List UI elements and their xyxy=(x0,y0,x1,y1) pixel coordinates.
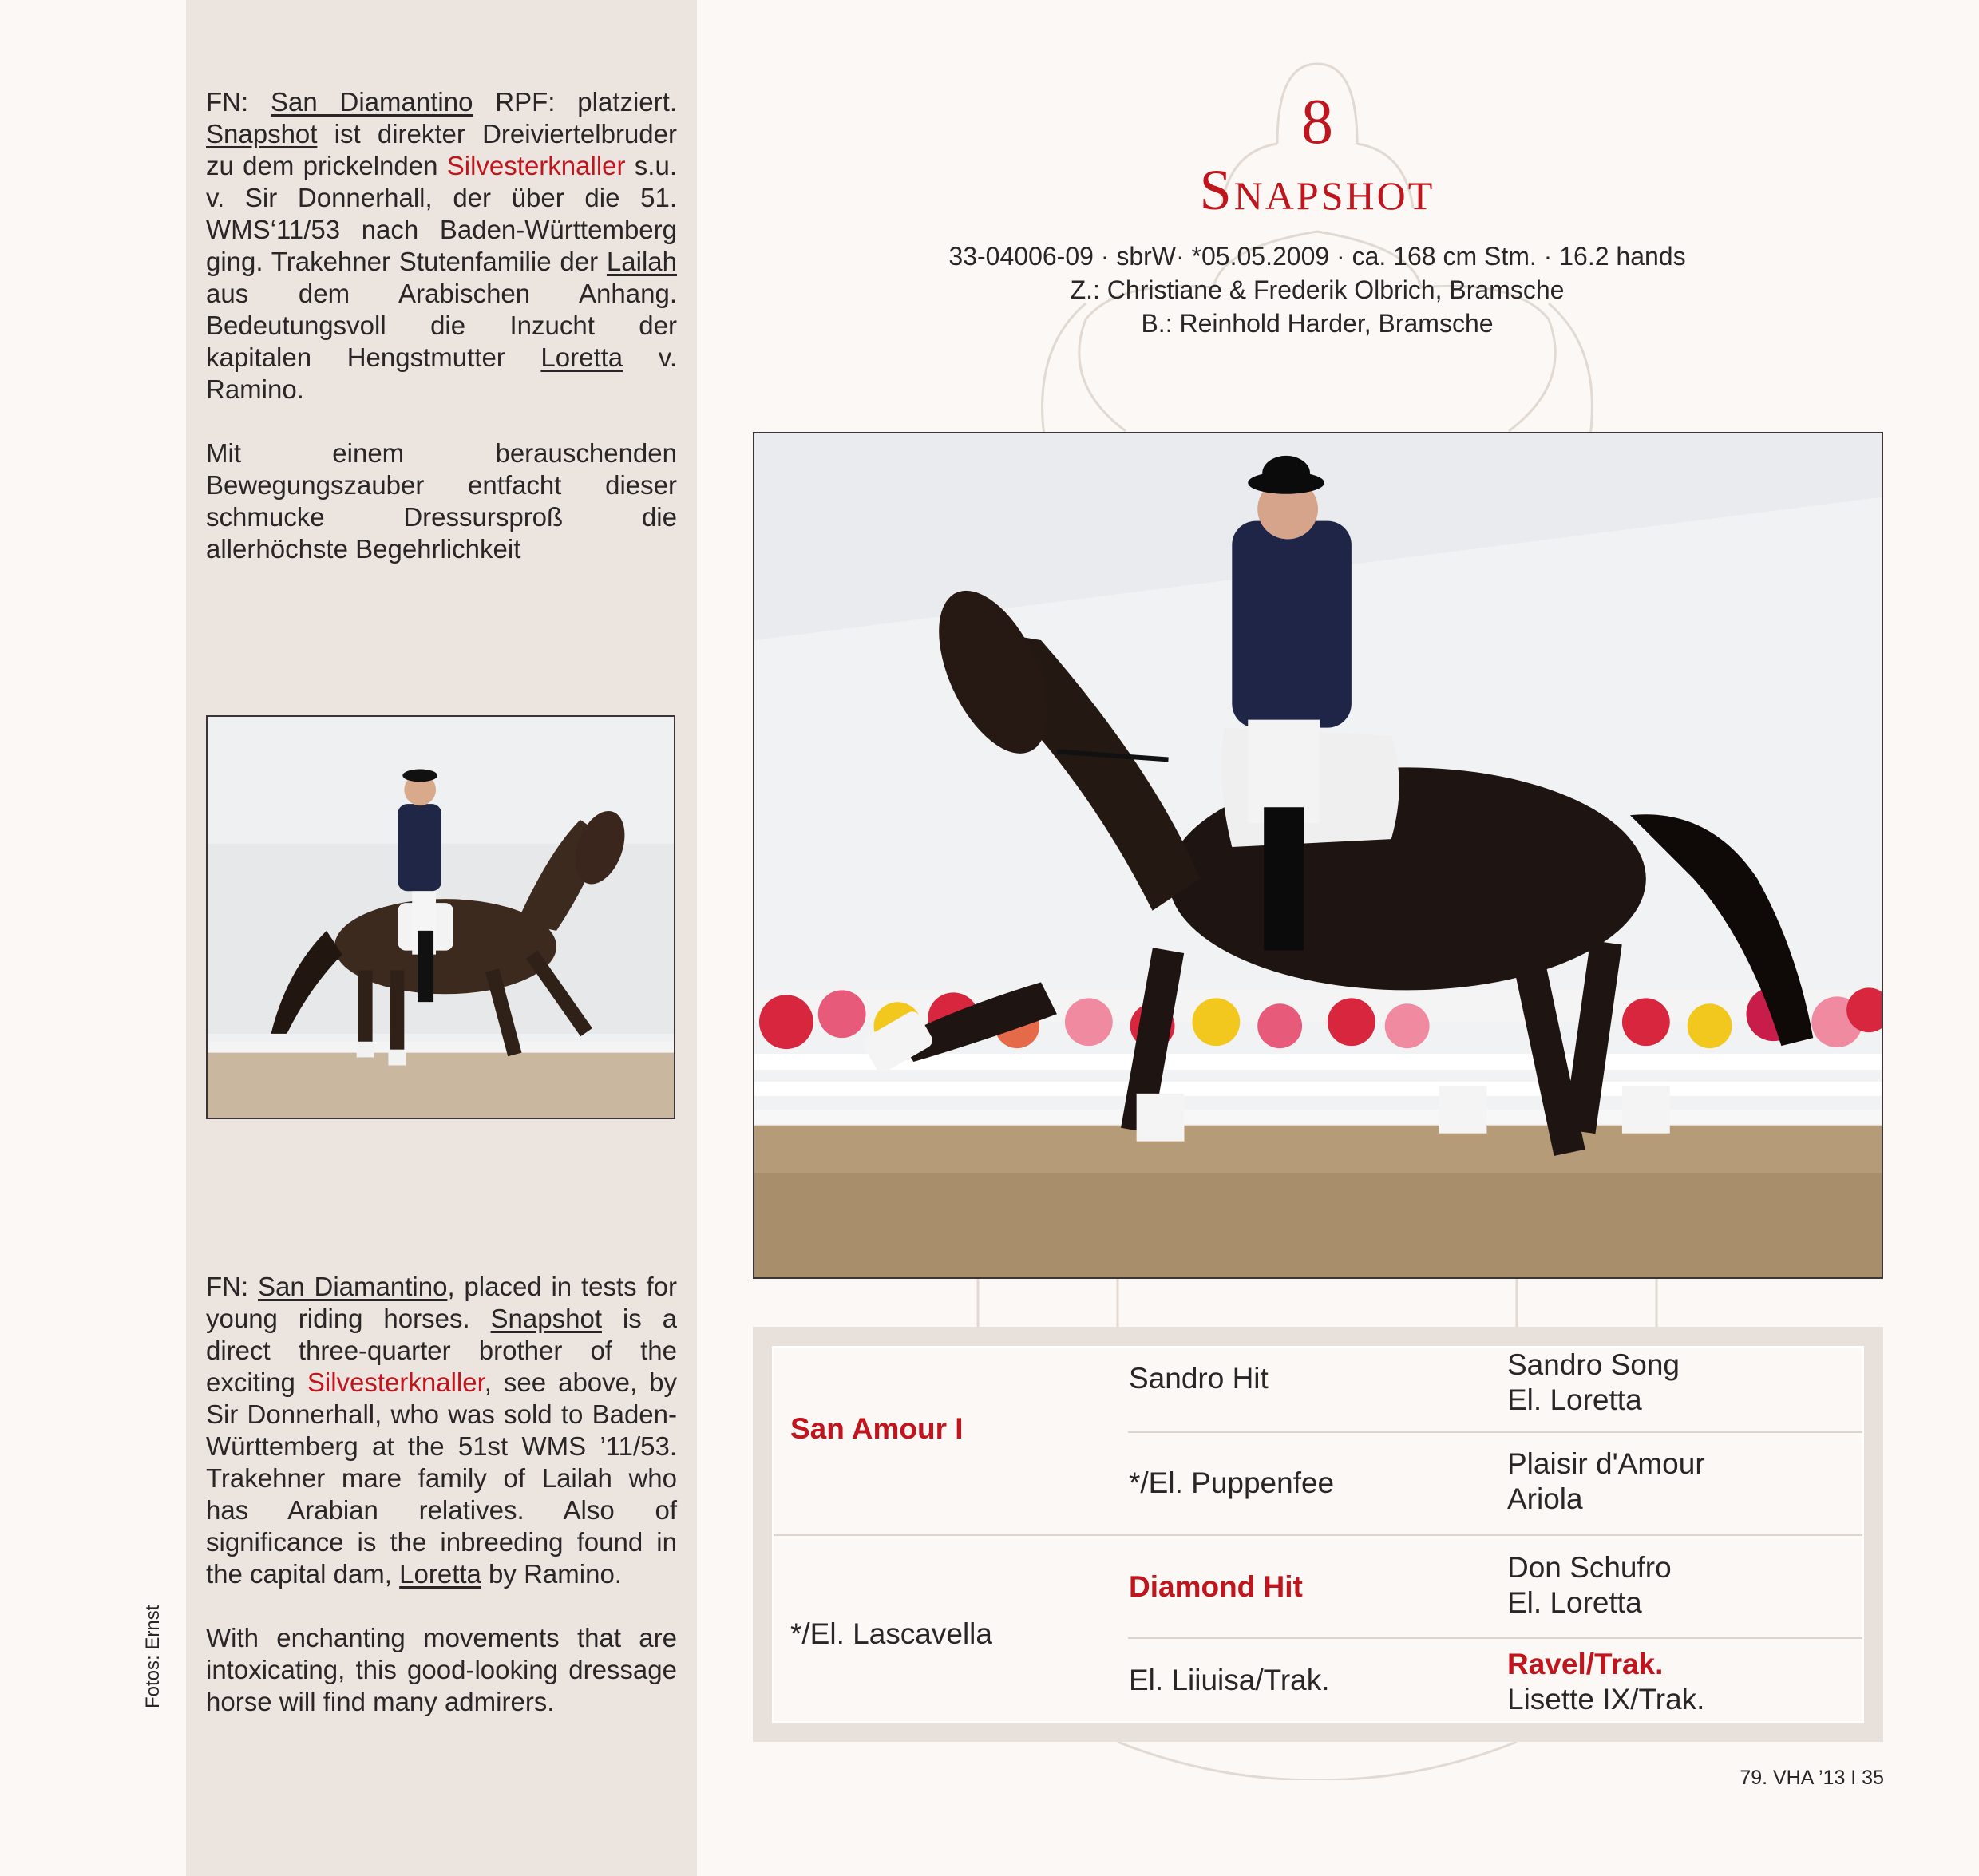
pedigree-divider xyxy=(1128,1431,1862,1433)
german-paragraph-1: FN: San Diamantino RPF: platziert. Snapshot ist direkter Dreiviertelbruder zu dem prickelnden Silvesterknaller s.u. v. Sir Donnerhall, der über die 51. WMS‘11/53 nach Baden-Württemberg ging. Trakehner Stutenfamilie der Lailah aus dem Arabischen Anhang. Bedeutungsvoll die Inzucht der kapitalen Hengstmutter Loretta v. Ramino. xyxy=(206,87,678,404)
catalog-number: 8 xyxy=(1301,87,1333,157)
pedigree-ss-dam: El. Loretta xyxy=(1507,1383,1642,1416)
pedigree-dd-dam: Lisette IX/Trak. xyxy=(1507,1683,1705,1716)
link-lailah: Lailah xyxy=(606,247,677,276)
pedigree-divider xyxy=(1128,1637,1862,1639)
page-number: 79. VHA ’13 I 35 xyxy=(1740,1767,1884,1789)
pedigree-dd-sire: Ravel/Trak. xyxy=(1507,1648,1664,1680)
german-paragraph-2: Mit einem berauschenden Bewegungszauber entfacht dieser schmucke Dressursproß die allerhöchste Begehrlichkeit xyxy=(206,438,677,564)
link-loretta: Loretta xyxy=(540,342,623,372)
link-snapshot-en: Snapshot xyxy=(490,1304,602,1333)
horse-name: Snapshot xyxy=(1199,158,1435,222)
highlight-silvesterknaller-en: Silvesterknaller xyxy=(307,1367,485,1397)
main-horse-photo xyxy=(753,432,1883,1279)
pedigree-dam-sire: Diamond Hit xyxy=(1129,1570,1303,1603)
horse-details: 33-04006-09 · sbrW· *05.05.2009 · ca. 168 cm Stm. · 16.2 hands xyxy=(948,242,1686,271)
pedigree-dam-dam: El. Liiuisa/Trak. xyxy=(1129,1664,1330,1696)
pedigree-sd-sire: Plaisir d'Amour xyxy=(1507,1447,1705,1480)
german-description xyxy=(206,86,677,565)
english-paragraph-2: With enchanting movements that are intoxicating, this good-looking dressage horse will find many admirers. xyxy=(206,1623,677,1716)
photo-credit: Fotos: Ernst xyxy=(142,1605,164,1708)
breeder: Z.: Christiane & Frederik Olbrich, Bramsche xyxy=(1070,275,1565,304)
small-horse-photo xyxy=(206,715,675,1119)
link-snapshot: Snapshot xyxy=(206,119,318,148)
pedigree-sd-dam: Ariola xyxy=(1507,1482,1583,1515)
pedigree-ds-dam: El. Loretta xyxy=(1507,1586,1642,1619)
owner: B.: Reinhold Harder, Bramsche xyxy=(1141,309,1494,338)
pedigree-ds-sire: Don Schufro xyxy=(1507,1551,1672,1584)
link-san-diamantino: San Diamantino xyxy=(270,87,473,117)
link-san-diamantino-en: San Diamantino xyxy=(257,1272,448,1301)
english-description xyxy=(206,1271,677,1718)
pedigree-divider xyxy=(774,1534,1862,1536)
pedigree-dam: */El. Lascavella xyxy=(790,1617,992,1650)
pedigree-sire: San Amour I xyxy=(790,1412,964,1445)
pedigree-sire-dam: */El. Puppenfee xyxy=(1129,1466,1335,1499)
english-paragraph-1: FN: San Diamantino, placed in tests for young riding horses. Snapshot is a direct three-quarter brother of the exciting Silvesterknaller, see above, by Sir Donnerhall, who was sold to Baden-Württemberg at the 51st WMS ’11/53. Trakehner mare family of Lailah who has Arabian relatives. Also of significance is the inbreeding found in the capital dam, Loretta by Ramino. xyxy=(206,1272,677,1589)
pedigree-ss-sire: Sandro Song xyxy=(1507,1348,1680,1381)
link-loretta-en: Loretta xyxy=(399,1559,481,1589)
highlight-silvesterknaller: Silvesterknaller xyxy=(446,151,626,180)
pedigree-sire-sire: Sandro Hit xyxy=(1129,1362,1269,1395)
